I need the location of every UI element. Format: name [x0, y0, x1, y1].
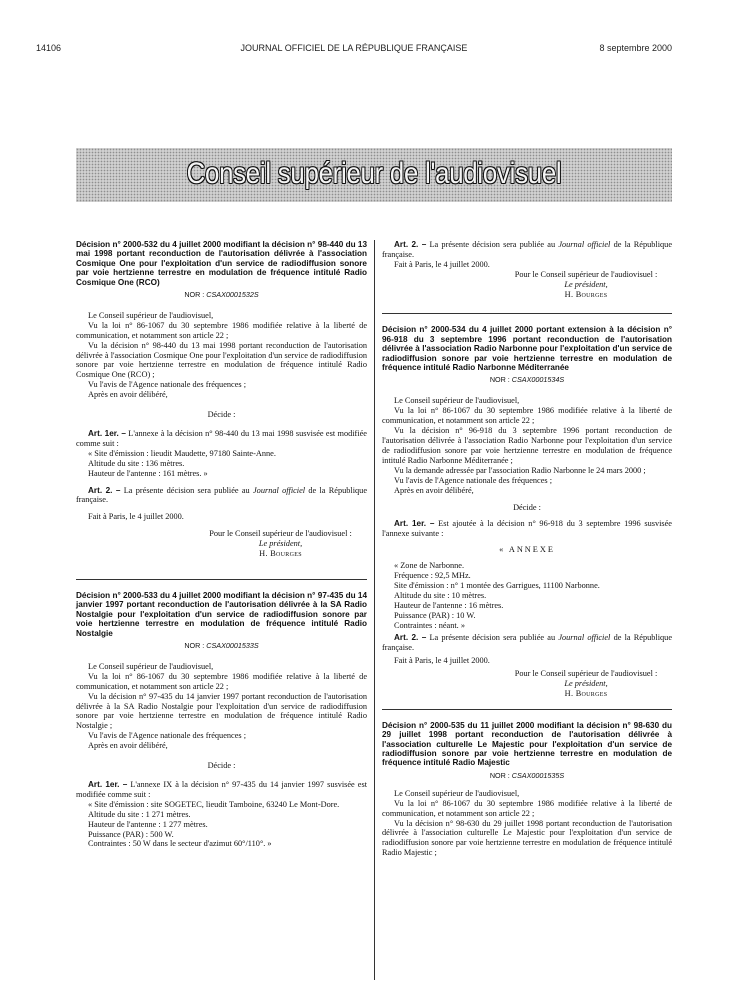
nor-code: CSAX0001532S	[206, 290, 259, 300]
journal-ref: Journal officiel	[252, 485, 306, 495]
article-text: La présente décision sera publiée au	[429, 240, 556, 249]
article-text: L'annexe IX à la décision n° 97-435 du 14 janvier 1997 susvisée est modifiée comme suit :	[76, 779, 367, 799]
signatory-name: H. Bourges	[564, 289, 608, 299]
paragraph: Vu la loi n° 86-1067 du 30 septembre 1986 modifiée relative à la liberté de communication, et notamment son article 22 ;	[76, 671, 367, 691]
nor-label: NOR :	[489, 375, 510, 385]
page-header	[36, 43, 672, 57]
article-text: de la République française.	[76, 485, 367, 505]
journal-ref: Journal officiel	[558, 240, 611, 249]
decide-heading: Décide :	[207, 761, 236, 771]
article-text: de la République française.	[382, 633, 673, 653]
article-text: L'annexe à la décision n° 98-440 du 13 mai 1998 susvisée est modifiée comme suit :	[76, 429, 367, 448]
signature-block	[382, 270, 672, 300]
paragraph: Vu l'avis de l'Agence nationale des fréquences ;	[88, 380, 246, 390]
article-text: de la République française.	[382, 240, 673, 259]
decide-heading: Décide :	[513, 503, 541, 513]
annex-line: Altitude du site : 1 271 mètres.	[88, 809, 191, 819]
signature-role: Le président,	[564, 279, 608, 289]
article-2	[76, 486, 367, 506]
annex-line: Puissance (PAR) : 500 W.	[88, 829, 174, 839]
article-text: La présente décision sera publiée au	[123, 485, 250, 495]
issue-date: 8 septembre 2000	[599, 43, 672, 53]
nor-reference	[76, 641, 367, 651]
section-title: Conseil supérieur de l'audiovisuel	[186, 157, 562, 190]
signature-place-date: Fait à Paris, le 4 juillet 2000.	[394, 259, 490, 269]
decision-continuation	[382, 240, 672, 299]
paragraph: Vu la décision n° 98-630 du 29 juillet 1998 portant reconduction de l'autorisation délivrée à l'association culturelle Le Majestic pour l'exploitation d'un service de radiodiffusion sonore par voie hertzienne terrestre en modulation de fréquence intitulé Radio Majestic ;	[382, 818, 672, 858]
journal-ref: Journal officiel	[558, 633, 611, 643]
article-1	[76, 780, 367, 800]
paragraph: Vu la demande adressée par l'association Radio Narbonne le 24 mars 2000 ;	[394, 465, 646, 475]
nor-code: CSAX0001533S	[206, 641, 259, 650]
decision-title: Décision n° 2000-534 du 4 juillet 2000 portant extension à la décision n° 96-918 du 3 septembre 1996 portant reconduction de l'autorisation délivrée à l'association Radio Narbonne pour l'exploitation d'un service de radiodiffusion sonore par voie hertzienne terrestre en modulation de fréquence intitulé Radio Narbonne Méditerranée	[382, 325, 672, 373]
paragraph: Le Conseil supérieur de l'audiovisuel,	[394, 788, 520, 798]
article-label: Art. 2. –	[394, 240, 427, 249]
annex-line: Fréquence : 92,5 MHz.	[394, 570, 471, 580]
paragraph: Vu la loi n° 86-1067 du 30 septembre 1986 modifiée relative à la liberté de communication, et notamment son article 22 ;	[382, 798, 672, 818]
annex-line: « Zone de Narbonne.	[394, 561, 465, 571]
annex-line: Puissance (PAR) : 10 W.	[394, 610, 476, 620]
annex-line: Altitude du site : 136 mètres.	[88, 458, 185, 468]
section-separator	[76, 579, 367, 580]
article-text: La présente décision sera publiée au	[429, 633, 556, 643]
signature-line: Pour le Conseil supérieur de l'audiovisuel :	[209, 529, 352, 539]
article-2	[382, 240, 672, 260]
paragraph: Vu la décision n° 96-918 du 3 septembre 1996 portant reconduction de l'autorisation délivrée à l'association Radio Narbonne pour l'exploitation d'un service de radiodiffusion sonore par voie hertzienne terrestre en modulation de fréquence intitulé Radio Narbonne Méditerranée ;	[382, 426, 672, 465]
paragraph: Vu l'avis de l'Agence nationale des fréquences ;	[394, 475, 552, 485]
article-1	[382, 519, 672, 539]
paragraph: Le Conseil supérieur de l'audiovisuel,	[88, 661, 214, 671]
annex-line: Hauteur de l'antenne : 1 277 mètres.	[88, 819, 208, 829]
paragraph: Vu la décision n° 97-435 du 14 janvier 1997 portant reconduction de l'autorisation délivrée à la SA Radio Nostalgie pour l'exploitation d'un service de radiodiffusion sonore par voie hertzienne terrestre en modulation de fréquence intitulé Radio Nostalgie ;	[76, 691, 367, 731]
section-banner	[76, 148, 672, 202]
nor-label: NOR :	[489, 770, 510, 780]
signature-place-date: Fait à Paris, le 4 juillet 2000.	[394, 656, 490, 666]
decision-2000-533	[76, 591, 367, 849]
article-2	[382, 633, 672, 653]
annex-line: Contraintes : 50 W dans le secteur d'azimut 60°/110°. »	[88, 839, 272, 849]
decision-2000-534	[382, 325, 672, 698]
signatory-name: H. Bourges	[259, 549, 302, 559]
annex-line: Site d'émission : n° 1 montée des Garrigues, 11100 Narbonne.	[394, 580, 600, 590]
right-column	[382, 240, 672, 858]
journal-title: JOURNAL OFFICIEL DE LA RÉPUBLIQUE FRANÇAISE	[240, 43, 468, 53]
section-separator	[382, 709, 672, 710]
decision-title: Décision n° 2000-533 du 4 juillet 2000 modifiant la décision n° 97-435 du 14 janvier 1997 portant reconduction de l'autorisation délivrée à la SA Radio Nostalgie pour l'exploitation d'un service de radiodiffusion sonore par voie hertzienne terrestre en modulation de fréquence intitulé Radio Nostalgie	[76, 590, 367, 638]
nor-reference	[76, 290, 367, 300]
paragraph: Après en avoir délibéré,	[88, 390, 168, 400]
left-column	[76, 240, 367, 849]
column-divider	[374, 240, 375, 980]
article-label: Art. 2. –	[88, 485, 121, 495]
annex-line: « Site d'émission : site SOGETEC, lieudit Tamboine, 63240 Le Mont-Dore.	[88, 799, 340, 809]
article-text: Est ajoutée à la décision n° 96-918 du 3 septembre 1996 susvisée l'annexe suivante :	[382, 519, 672, 539]
signature-line: Pour le Conseil supérieur de l'audiovisuel :	[514, 669, 658, 679]
signature-place-date: Fait à Paris, le 4 juillet 2000.	[88, 512, 184, 522]
nor-reference	[382, 375, 672, 385]
paragraph: Vu la décision n° 98-440 du 13 mai 1998 portant reconduction de l'autorisation délivrée à l'association Cosmique One pour l'exploitation d'un service de radiodiffusion sonore par voie hertzienne terrestre en modulation de fréquence intitulé Radio Cosmique One (RCO) ;	[76, 340, 367, 380]
decision-2000-532	[76, 240, 367, 559]
annex-line: Hauteur de l'antenne : 16 mètres.	[394, 600, 504, 610]
article-label: Art. 2. –	[394, 633, 427, 643]
paragraph: Vu l'avis de l'Agence nationale des fréquences ;	[88, 731, 246, 741]
annex-line: Altitude du site : 10 mètres.	[394, 590, 487, 600]
annex-line: « Site d'émission : lieudit Maudette, 97180 Sainte-Anne.	[88, 448, 276, 458]
article-1	[76, 429, 367, 449]
signature-block	[76, 529, 367, 559]
section-separator	[382, 313, 672, 314]
signature-block	[382, 669, 672, 699]
signature-line: Pour le Conseil supérieur de l'audiovisuel :	[514, 269, 658, 279]
paragraph: Vu la loi n° 86-1067 du 30 septembre 1986 modifiée relative à la liberté de communication, et notamment son article 22 ;	[382, 406, 672, 426]
nor-code: CSAX0001535S	[511, 770, 565, 780]
signatory-name: H. Bourges	[564, 688, 608, 698]
nor-label: NOR :	[184, 641, 205, 650]
paragraph: Le Conseil supérieur de l'audiovisuel,	[394, 396, 520, 406]
annex-line: Hauteur de l'antenne : 161 mètres. »	[88, 468, 208, 478]
decide-heading: Décide :	[207, 410, 236, 420]
signature-role: Le président,	[564, 679, 608, 689]
decision-title: Décision n° 2000-532 du 4 juillet 2000 modifiant la décision n° 98-440 du 13 mai 1998 portant reconduction de l'autorisation délivrée à l'association Cosmique One pour l'exploitation d'un service de radiodiffusion sonore par voie hertzienne terrestre en modulation de fréquence intitulé Radio Cosmique One (RCO)	[76, 240, 367, 287]
paragraph: Après en avoir délibéré,	[88, 741, 168, 751]
signature-role: Le président,	[258, 539, 303, 549]
nor-label: NOR :	[184, 290, 205, 300]
paragraph: Le Conseil supérieur de l'audiovisuel,	[88, 310, 214, 320]
nor-code: CSAX0001534S	[511, 375, 565, 385]
article-label: Art. 1er. –	[88, 779, 128, 789]
decision-2000-535	[382, 721, 672, 858]
nor-reference	[382, 771, 672, 781]
article-label: Art. 1er. –	[394, 519, 435, 529]
paragraph: Vu la loi n° 86-1067 du 30 septembre 1986 modifiée relative à la liberté de communication, et notamment son article 22 ;	[76, 320, 367, 340]
annex-heading: « ANNEXE	[499, 545, 555, 555]
paragraph: Après en avoir délibéré,	[394, 485, 474, 495]
decision-title: Décision n° 2000-535 du 11 juillet 2000 modifiant la décision n° 98-630 du 29 juillet 1998 portant reconduction de l'autorisation délivrée à l'association culturelle Le Majestic pour l'exploitation d'un service de radiodiffusion sonore par voie hertzienne terrestre en modulation de fréquence intitulé Radio Majestic	[382, 720, 672, 768]
article-label: Art. 1er. –	[88, 429, 126, 438]
annex-line: Contraintes : néant. »	[394, 620, 465, 630]
page-number: 14106	[36, 43, 62, 53]
